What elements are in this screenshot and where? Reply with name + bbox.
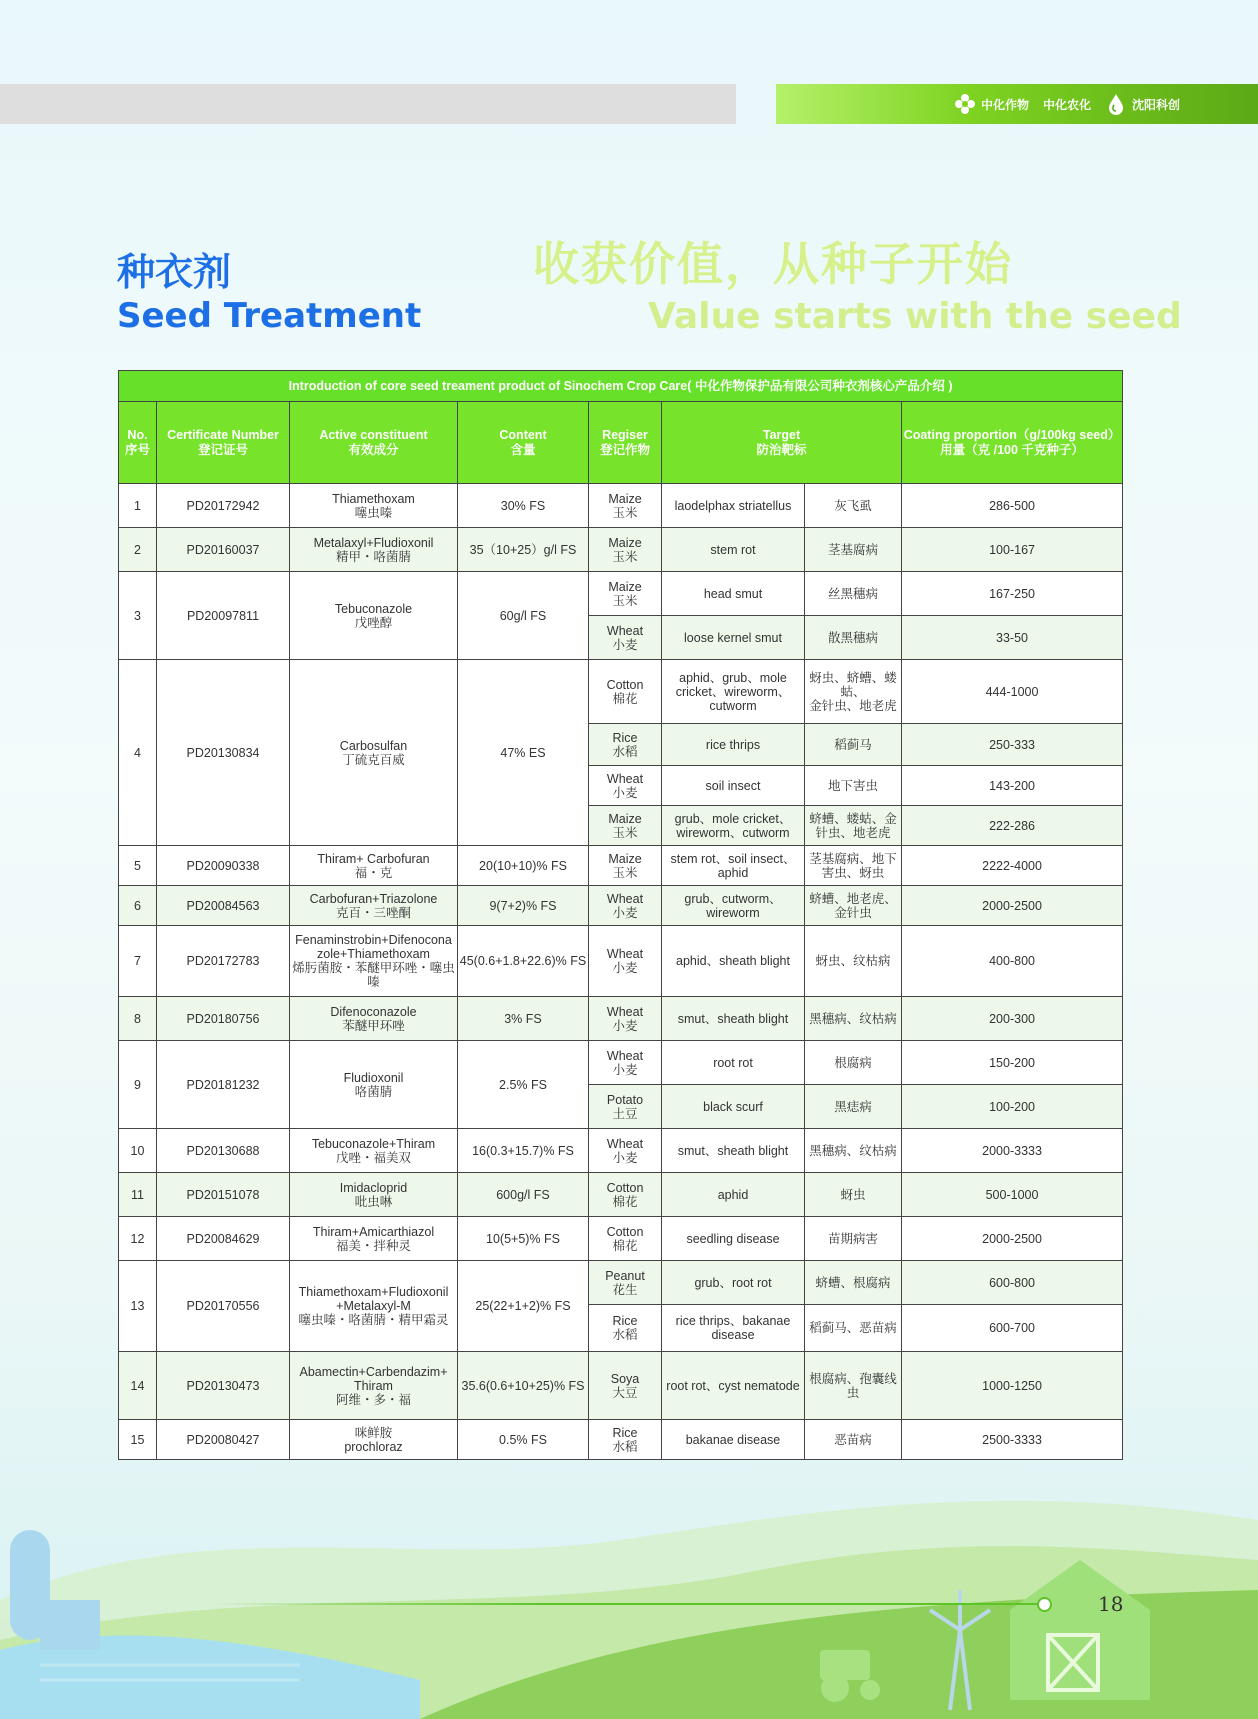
cell-crop: Cotton 棉花 xyxy=(589,1173,662,1217)
cell-target-en: bakanae disease xyxy=(662,1420,805,1460)
cell-crop: Cotton 棉花 xyxy=(589,660,662,724)
cell-target-cn: 黑穗病、纹枯病 xyxy=(805,1129,902,1173)
cell-target-cn: 根腐病、孢囊线 虫 xyxy=(805,1352,902,1420)
cell-content: 0.5% FS xyxy=(458,1420,589,1460)
cell-cert: PD20130473 xyxy=(157,1352,290,1420)
cell-target-en: seedling disease xyxy=(662,1217,805,1261)
cell-coating: 33-50 xyxy=(902,616,1123,660)
cell-no: 8 xyxy=(119,997,157,1041)
cell-active: Thiamethoxam+Fludioxonil +Metalaxyl-M 噻虫嗪・咯菌腈・精甲霜灵 xyxy=(290,1261,458,1352)
cell-coating: 250-333 xyxy=(902,724,1123,766)
cell-active: Imidacloprid 吡虫啉 xyxy=(290,1173,458,1217)
drop-icon xyxy=(1105,93,1127,115)
cell-active: Metalaxyl+Fludioxonil 精甲・咯菌腈 xyxy=(290,528,458,572)
cell-coating: 444-1000 xyxy=(902,660,1123,724)
cell-crop: Wheat 小麦 xyxy=(589,926,662,997)
slogan-en: Value starts with the seed xyxy=(648,296,1182,337)
cell-crop: Wheat 小麦 xyxy=(589,1129,662,1173)
cell-crop: Cotton 棉花 xyxy=(589,1217,662,1261)
table-row xyxy=(119,1217,1123,1261)
cell-coating: 222-286 xyxy=(902,806,1123,846)
cell-cert: PD20170556 xyxy=(157,1261,290,1352)
table-row xyxy=(119,1129,1123,1173)
cell-content: 10(5+5)% FS xyxy=(458,1217,589,1261)
cell-content: 20(10+10)% FS xyxy=(458,846,589,886)
table-body xyxy=(119,484,1123,1460)
cell-no: 1 xyxy=(119,484,157,528)
header-active: Active constituent 有效成分 xyxy=(290,402,458,484)
cell-target-en: laodelphax striatellus xyxy=(662,484,805,528)
cell-no: 2 xyxy=(119,528,157,572)
cell-target-en: root rot xyxy=(662,1041,805,1085)
cell-content: 30% FS xyxy=(458,484,589,528)
cell-coating: 2000-2500 xyxy=(902,886,1123,926)
cell-coating: 100-167 xyxy=(902,528,1123,572)
cell-target-cn: 稻蓟马、恶苗病 xyxy=(805,1305,902,1352)
cell-active: Thiamethoxam 噻虫嗪 xyxy=(290,484,458,528)
cell-target-en: grub、cutworm、 wireworm xyxy=(662,886,805,926)
cell-target-en: head smut xyxy=(662,572,805,616)
cell-coating: 100-200 xyxy=(902,1085,1123,1129)
cell-no: 11 xyxy=(119,1173,157,1217)
cell-no: 7 xyxy=(119,926,157,997)
cell-active: Carbofuran+Triazolone 克百・三唑酮 xyxy=(290,886,458,926)
table-row xyxy=(119,572,1123,616)
cell-target-cn: 恶苗病 xyxy=(805,1420,902,1460)
cell-coating: 600-800 xyxy=(902,1261,1123,1305)
cell-coating: 167-250 xyxy=(902,572,1123,616)
cell-coating: 150-200 xyxy=(902,1041,1123,1085)
page-title-cn: 种衣剂 xyxy=(117,250,232,294)
table-row xyxy=(119,660,1123,724)
cell-coating: 600-700 xyxy=(902,1305,1123,1352)
cell-active: Abamectin+Carbendazim+ Thiram 阿维・多・福 xyxy=(290,1352,458,1420)
cell-no: 5 xyxy=(119,846,157,886)
cell-crop: Wheat 小麦 xyxy=(589,1041,662,1085)
logo-sinochem-crop xyxy=(954,93,1029,115)
farm-scenery xyxy=(0,1450,1258,1719)
seed-treatment-table-wrap xyxy=(118,370,1122,1460)
cell-active: 咪鲜胺 prochloraz xyxy=(290,1420,458,1460)
cell-content: 60g/l FS xyxy=(458,572,589,660)
cell-target-en: smut、sheath blight xyxy=(662,1129,805,1173)
cell-no: 15 xyxy=(119,1420,157,1460)
cell-coating: 2500-3333 xyxy=(902,1420,1123,1460)
cell-target-cn: 地下害虫 xyxy=(805,766,902,806)
cell-coating: 143-200 xyxy=(902,766,1123,806)
cell-crop: Potato 土豆 xyxy=(589,1085,662,1129)
cell-coating: 200-300 xyxy=(902,997,1123,1041)
cell-crop: Wheat 小麦 xyxy=(589,766,662,806)
table-caption: Introduction of core seed treament product of Sinochem Crop Care( 中化作物保护品有限公司种衣剂核心产品介绍 ) xyxy=(119,371,1123,402)
header-coating: Coating proportion（g/100kg seed） 用量（克 /100 千克种子） xyxy=(902,402,1123,484)
cell-cert: PD20151078 xyxy=(157,1173,290,1217)
cell-target-cn: 丝黑穗病 xyxy=(805,572,902,616)
cell-active: Carbosulfan 丁硫克百威 xyxy=(290,660,458,846)
cell-target-en: stem rot xyxy=(662,528,805,572)
cell-cert: PD20084629 xyxy=(157,1217,290,1261)
cell-target-cn: 蛴螬、蝼蛄、金 针虫、地老虎 xyxy=(805,806,902,846)
cell-coating: 1000-1250 xyxy=(902,1352,1123,1420)
cell-target-cn: 灰飞虱 xyxy=(805,484,902,528)
header-cert: Certificate Number 登记证号 xyxy=(157,402,290,484)
cell-target-cn: 苗期病害 xyxy=(805,1217,902,1261)
page-title-en: Seed Treatment xyxy=(117,296,422,336)
cell-cert: PD20130688 xyxy=(157,1129,290,1173)
cell-crop: Wheat 小麦 xyxy=(589,886,662,926)
footer-dot xyxy=(1037,1597,1052,1612)
cell-crop: Rice 水稻 xyxy=(589,1305,662,1352)
cell-target-cn: 茎基腐病 xyxy=(805,528,902,572)
cell-coating: 286-500 xyxy=(902,484,1123,528)
logo-text-1: 中化作物 xyxy=(980,97,1029,112)
cell-crop: Maize 玉米 xyxy=(589,484,662,528)
cell-content: 45(0.6+1.8+22.6)% FS xyxy=(458,926,589,997)
cell-content: 600g/l FS xyxy=(458,1173,589,1217)
logo-text-2: 中化农化 xyxy=(1042,97,1091,112)
header-no: No. 序号 xyxy=(119,402,157,484)
cell-target-en: soil insect xyxy=(662,766,805,806)
cell-target-en: grub、root rot xyxy=(662,1261,805,1305)
cell-content: 2.5% FS xyxy=(458,1041,589,1129)
cell-crop: Maize 玉米 xyxy=(589,806,662,846)
top-grey-bar xyxy=(0,84,736,124)
cell-no: 14 xyxy=(119,1352,157,1420)
table-row xyxy=(119,846,1123,886)
table-row xyxy=(119,528,1123,572)
cell-active: Fenaminstrobin+Difenocona zole+Thiamethoxam 烯肟菌胺・苯醚甲环唑・噻虫嗪 xyxy=(290,926,458,997)
cell-target-cn: 蛴螬、根腐病 xyxy=(805,1261,902,1305)
cell-target-en: aphid、grub、mole cricket、wireworm、 cutworm xyxy=(662,660,805,724)
cell-crop: Maize 玉米 xyxy=(589,572,662,616)
cell-active: Difenoconazole 苯醚甲环唑 xyxy=(290,997,458,1041)
cell-target-cn: 黑痣病 xyxy=(805,1085,902,1129)
footer-line xyxy=(210,1603,1044,1605)
seed-treatment-table xyxy=(118,370,1123,1460)
cell-content: 9(7+2)% FS xyxy=(458,886,589,926)
cell-active: Tebuconazole 戊唑醇 xyxy=(290,572,458,660)
cell-cert: PD20080427 xyxy=(157,1420,290,1460)
cell-target-cn: 蚜虫、蛴螬、蝼蛄、 金针虫、地老虎 xyxy=(805,660,902,724)
cell-crop: Wheat 小麦 xyxy=(589,997,662,1041)
cell-crop: Maize 玉米 xyxy=(589,528,662,572)
cell-target-cn: 黑穗病、纹枯病 xyxy=(805,997,902,1041)
cell-target-en: aphid xyxy=(662,1173,805,1217)
table-row xyxy=(119,997,1123,1041)
logo-shenyang xyxy=(1105,93,1180,115)
table-row xyxy=(119,886,1123,926)
cell-target-cn: 根腐病 xyxy=(805,1041,902,1085)
cell-cert: PD20181232 xyxy=(157,1041,290,1129)
flower-icon xyxy=(954,93,976,115)
cell-no: 9 xyxy=(119,1041,157,1129)
cell-coating: 500-1000 xyxy=(902,1173,1123,1217)
cell-active: Fludioxonil 咯菌腈 xyxy=(290,1041,458,1129)
cell-cert: PD20160037 xyxy=(157,528,290,572)
cell-target-en: rice thrips xyxy=(662,724,805,766)
table-row xyxy=(119,1041,1123,1085)
slogan-cn: 收获价值，从种子开始 xyxy=(533,237,1013,291)
table-row xyxy=(119,484,1123,528)
cell-content: 47% ES xyxy=(458,660,589,846)
cell-target-cn: 稻蓟马 xyxy=(805,724,902,766)
cell-target-en: rice thrips、bakanae disease xyxy=(662,1305,805,1352)
cell-target-en: root rot、cyst nematode xyxy=(662,1352,805,1420)
table-row xyxy=(119,1173,1123,1217)
page-number: 18 xyxy=(1098,1592,1124,1616)
cell-target-en: black scurf xyxy=(662,1085,805,1129)
cell-content: 35.6(0.6+10+25)% FS xyxy=(458,1352,589,1420)
table-row xyxy=(119,1352,1123,1420)
cell-no: 3 xyxy=(119,572,157,660)
table-row xyxy=(119,926,1123,997)
cell-content: 25(22+1+2)% FS xyxy=(458,1261,589,1352)
cell-target-cn: 茎基腐病、地下 害虫、蚜虫 xyxy=(805,846,902,886)
header-crop: Regiser 登记作物 xyxy=(589,402,662,484)
cell-no: 13 xyxy=(119,1261,157,1352)
cell-target-cn: 散黑穗病 xyxy=(805,616,902,660)
header-content: Content 含量 xyxy=(458,402,589,484)
logo-sinochem-agro xyxy=(1043,96,1091,113)
cell-cert: PD20084563 xyxy=(157,886,290,926)
cell-active: Tebuconazole+Thiram 戊唑・福美双 xyxy=(290,1129,458,1173)
cell-no: 10 xyxy=(119,1129,157,1173)
cell-cert: PD20180756 xyxy=(157,997,290,1041)
cell-coating: 400-800 xyxy=(902,926,1123,997)
cell-no: 4 xyxy=(119,660,157,846)
cell-coating: 2222-4000 xyxy=(902,846,1123,886)
cell-coating: 2000-2500 xyxy=(902,1217,1123,1261)
cell-target-cn: 蚜虫、纹枯病 xyxy=(805,926,902,997)
cell-coating: 2000-3333 xyxy=(902,1129,1123,1173)
cell-content: 16(0.3+15.7)% FS xyxy=(458,1129,589,1173)
cell-target-cn: 蛴螬、地老虎、 金针虫 xyxy=(805,886,902,926)
cell-active: Thiram+ Carbofuran 福・克 xyxy=(290,846,458,886)
cell-no: 12 xyxy=(119,1217,157,1261)
cell-target-en: stem rot、soil insect、 aphid xyxy=(662,846,805,886)
cell-cert: PD20172783 xyxy=(157,926,290,997)
cell-cert: PD20090338 xyxy=(157,846,290,886)
cell-cert: PD20097811 xyxy=(157,572,290,660)
cell-active: Thiram+Amicarthiazol 福美・拌种灵 xyxy=(290,1217,458,1261)
cell-crop: Soya 大豆 xyxy=(589,1352,662,1420)
cell-target-en: smut、sheath blight xyxy=(662,997,805,1041)
cell-cert: PD20172942 xyxy=(157,484,290,528)
cell-cert: PD20130834 xyxy=(157,660,290,846)
cell-target-en: grub、mole cricket、 wireworm、cutworm xyxy=(662,806,805,846)
cell-crop: Maize 玉米 xyxy=(589,846,662,886)
logo-text-3: 沈阳科创 xyxy=(1131,97,1180,112)
cell-target-en: aphid、sheath blight xyxy=(662,926,805,997)
cell-crop: Rice 水稻 xyxy=(589,724,662,766)
logo-row xyxy=(954,84,1180,124)
cell-crop: Peanut 花生 xyxy=(589,1261,662,1305)
table-row xyxy=(119,1261,1123,1305)
cell-content: 35（10+25）g/l FS xyxy=(458,528,589,572)
header-target: Target 防治靶标 xyxy=(662,402,902,484)
cell-crop: Wheat 小麦 xyxy=(589,616,662,660)
cell-content: 3% FS xyxy=(458,997,589,1041)
cell-no: 6 xyxy=(119,886,157,926)
cell-target-en: loose kernel smut xyxy=(662,616,805,660)
cell-target-cn: 蚜虫 xyxy=(805,1173,902,1217)
cell-crop: Rice 水稻 xyxy=(589,1420,662,1460)
